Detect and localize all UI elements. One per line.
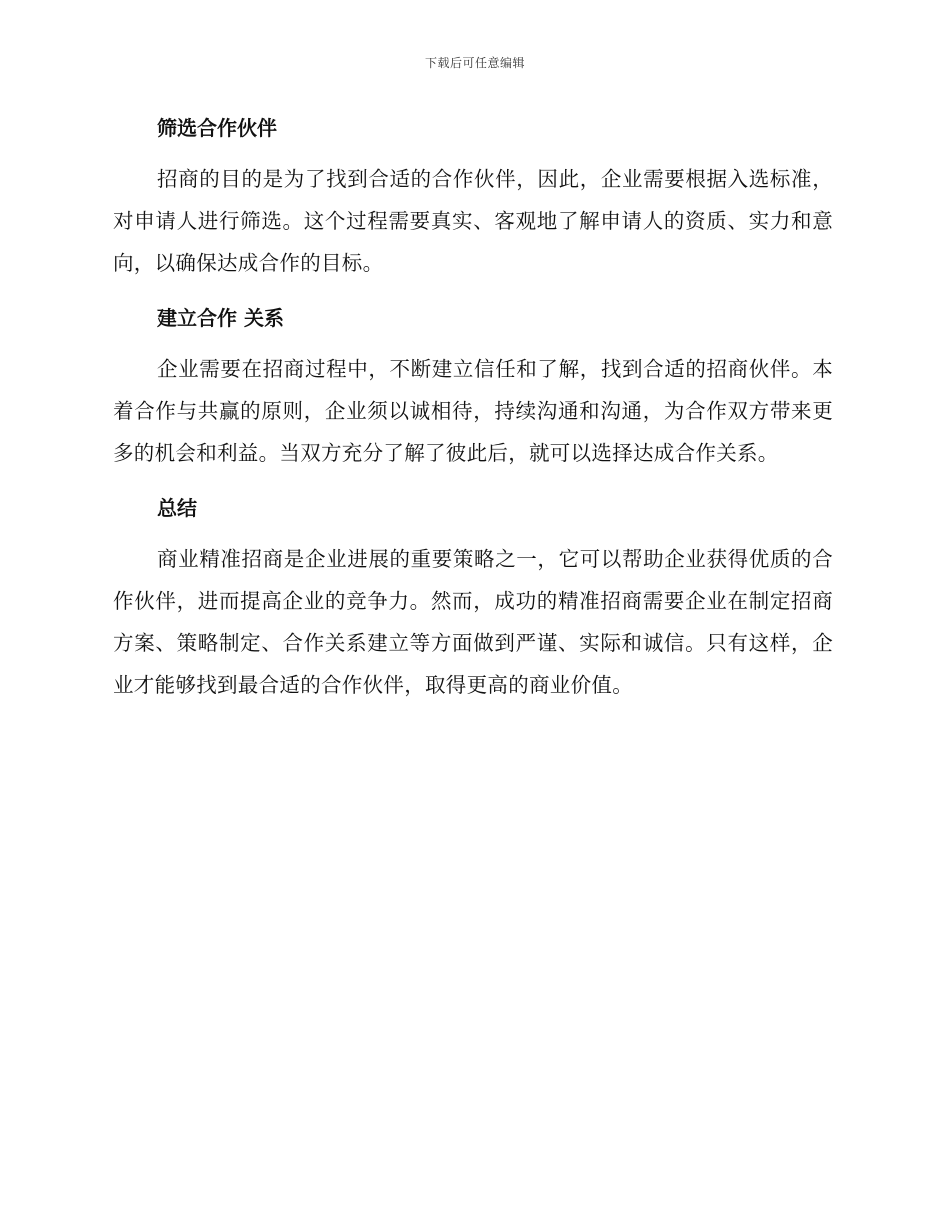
section-body-screen-partners: 招商的目的是为了找到合适的合作伙伴，因此，企业需要根据入选标准，对申请人进行筛选。这个过程需要真实、客观地了解申请人的资质、实力和意向，以确保达成合作的目标。: [113, 167, 833, 275]
document-content: [113, 108, 833, 720]
page-header: 下载后可任意编辑: [424, 56, 525, 70]
section-title-screen-partners: 筛选合作伙伴: [157, 116, 277, 140]
section-title-summary: 总结: [157, 496, 197, 520]
section-title-build-relationship: 建立合作 关系: [157, 306, 284, 330]
section-body-summary: 商业精准招商是企业进展的重要策略之一，它可以帮助企业获得优质的合作伙伴，进而提高企业的竞争力。然而，成功的精准招商需要企业在制定招商方案、策略制定、合作关系建立等方面做到严谨、实际和诚信。只有这样，企业才能够找到最合适的合作伙伴，取得更高的商业价值。: [113, 547, 833, 697]
section-body-build-relationship: 企业需要在招商过程中，不断建立信任和了解，找到合适的招商伙伴。本着合作与共赢的原则，企业须以诚相待，持续沟通和沟通，为合作双方带来更多的机会和利益。当双方充分了解了彼此后，就可以选择达成合作关系。: [113, 357, 833, 465]
